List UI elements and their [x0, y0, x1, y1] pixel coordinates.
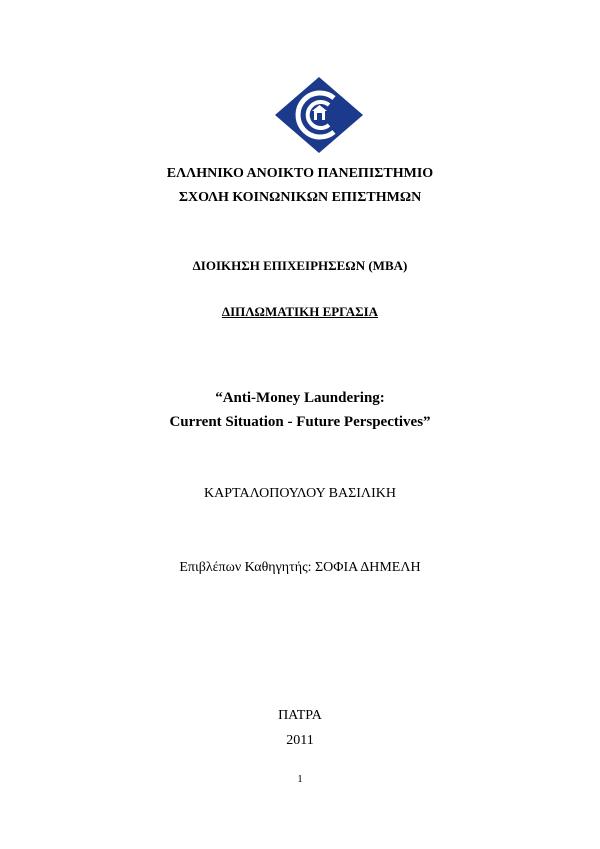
doc-type-wrapper	[0, 304, 600, 320]
city: ΠΑΤΡΑ	[278, 708, 322, 723]
title-line-2: Current Situation - Future Perspectives”	[169, 414, 431, 430]
author-name: ΚΑΡΤΑΛΟΠΟΥΛΟΥ ΒΑΣΙΛΙΚΗ	[204, 486, 396, 501]
title-line-1: “Anti-Money Laundering:	[215, 390, 385, 406]
supervisor-line: Επιβλέπων Καθηγητής: ΣΟΦΙΑ ΔΗΜΕΛΗ	[179, 560, 421, 575]
page-number: 1	[297, 773, 303, 785]
university-name: ΕΛΛΗΝΙΚΟ ΑΝΟΙΚΤΟ ΠΑΝΕΠΙΣΤΗΜΙΟ	[166, 166, 434, 181]
year: 2011	[286, 733, 314, 748]
school-name: ΣΧΟΛΗ ΚΟΙΝΩΝΙΚΩΝ ΕΠΙΣΤΗΜΩΝ	[178, 190, 422, 205]
university-logo	[274, 76, 364, 154]
document-type: ΔΙΠΛΩΜΑΤΙΚΗ ΕΡΓΑΣΙΑ	[221, 304, 379, 319]
program-name: ΔΙΟΙΚΗΣΗ ΕΠΙΧΕΙΡΗΣΕΩΝ (MBA)	[192, 258, 408, 273]
